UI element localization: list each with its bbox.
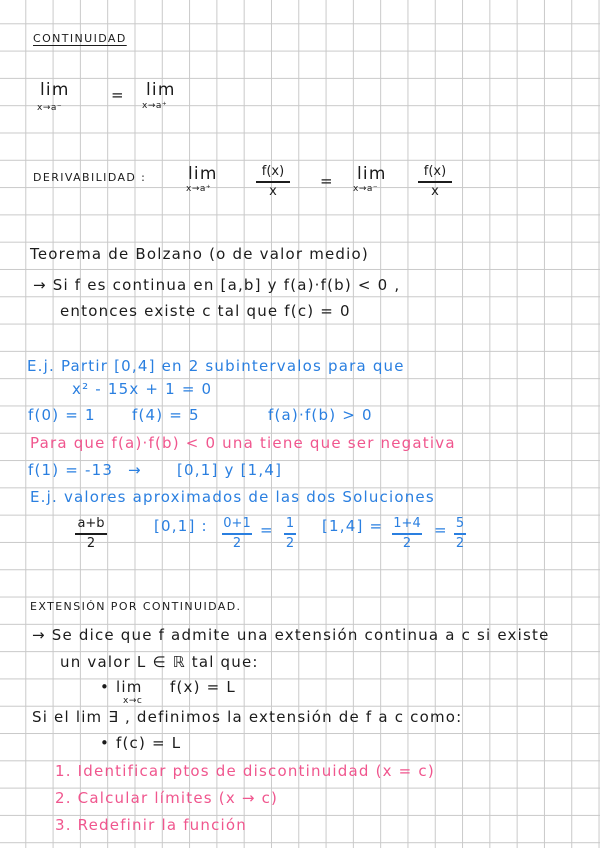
example1-intervals: [0,1] y [1,4] <box>177 461 283 479</box>
step-2: 2. Calcular límites (x → c) <box>55 789 279 807</box>
interval-2-numerator: 1+4 <box>393 516 421 531</box>
extension-bullet-1-expression: f(x) = L <box>170 678 236 696</box>
interval-2-fraction <box>382 517 432 551</box>
step-3: 3. Redefinir la función <box>55 816 247 834</box>
bolzano-line-2: entonces existe c tal que f(c) = 0 <box>60 302 351 320</box>
deriv-lim-left: lim <box>188 164 218 184</box>
midpoint-numerator: a+b <box>77 516 105 531</box>
example1-f0: f(0) = 1 <box>28 406 96 424</box>
interval-1-result-denominator: 2 <box>285 535 295 551</box>
example1-arrow: → <box>128 461 142 479</box>
interval-1-denominator: 2 <box>232 535 242 551</box>
derivability-label: DERIVABILIDAD : <box>33 171 147 184</box>
deriv-denominator-right: x <box>431 183 439 199</box>
lim-right-subscript: x→a⁺ <box>142 101 168 111</box>
midpoint-denominator: 2 <box>86 535 96 551</box>
interval-2-result-denominator: 2 <box>455 535 465 551</box>
fraction-bar <box>454 533 466 535</box>
bolzano-heading: Teorema de Bolzano (o de valor medio) <box>30 245 369 263</box>
interval-2-label: [1,4] = <box>322 517 384 535</box>
example1-line-1: E.j. Partir [0,4] en 2 subintervalos para que <box>27 357 405 375</box>
interval-2-result <box>435 517 485 551</box>
example1-equation: x² - 15x + 1 = 0 <box>72 380 213 398</box>
bolzano-line-1: → Si f es continua en [a,b] y f(a)·f(b) < 0 , <box>33 276 401 294</box>
fraction-bar <box>284 533 296 535</box>
interval-1-fraction <box>212 517 262 551</box>
page-title: CONTINUIDAD <box>33 32 127 45</box>
fraction-bar <box>256 181 290 183</box>
deriv-lim-left-subscript: x→a⁺ <box>186 184 212 194</box>
interval-1-equals: = <box>260 521 274 539</box>
interval-2-result-numerator: 5 <box>455 516 465 531</box>
example2-line-1: E.j. valores aproximados de las dos Soluciones <box>30 488 435 506</box>
extension-bullet-1-lim: • lim <box>100 678 143 696</box>
step-1: 1. Identificar ptos de discontinuidad (x = c) <box>55 762 435 780</box>
deriv-numerator-right: f(x) <box>423 164 447 179</box>
example1-product: f(a)·f(b) > 0 <box>268 406 373 424</box>
extension-line-2: un valor L ∈ ℝ tal que: <box>60 653 259 671</box>
deriv-denominator-left: x <box>269 183 277 199</box>
interval-1-label: [0,1] : <box>154 517 208 535</box>
example1-f4: f(4) = 5 <box>132 406 200 424</box>
interval-1-numerator: 0+1 <box>223 516 251 531</box>
extension-line-3: Si el lim ∃ , definimos la extensión de f a c como: <box>32 708 463 726</box>
lim-left-subscript: x→a⁻ <box>37 103 63 113</box>
lim-left: lim <box>40 80 70 100</box>
extension-line-1: → Se dice que f admite una extensión continua a c si existe <box>32 626 550 644</box>
extension-bullet-1-subscript: x→c <box>123 696 143 706</box>
interval-2-equals: = <box>434 521 448 539</box>
equals-sign: = <box>111 86 125 104</box>
lim-right: lim <box>146 80 176 100</box>
interval-1-result <box>265 517 315 551</box>
example1-f1: f(1) = -13 <box>28 461 114 479</box>
interval-1-result-numerator: 1 <box>285 516 295 531</box>
fraction-bar <box>75 533 107 535</box>
deriv-equals-sign: = <box>320 172 334 190</box>
deriv-lim-right-subscript: x→a⁻ <box>353 184 379 194</box>
fraction-bar <box>418 181 452 183</box>
deriv-fraction-left <box>248 165 298 199</box>
midpoint-fraction <box>66 517 116 551</box>
deriv-fraction-right <box>410 165 460 199</box>
deriv-numerator-left: f(x) <box>261 164 285 179</box>
deriv-lim-right: lim <box>357 164 387 184</box>
example1-pink-note: Para que f(a)·f(b) < 0 una tiene que ser negativa <box>30 434 456 452</box>
extension-bullet-2: • f(c) = L <box>100 734 182 752</box>
extension-heading: EXTENSIÓN POR CONTINUIDAD. <box>30 600 242 613</box>
fraction-bar <box>222 533 252 535</box>
interval-2-denominator: 2 <box>402 535 412 551</box>
fraction-bar <box>392 533 422 535</box>
